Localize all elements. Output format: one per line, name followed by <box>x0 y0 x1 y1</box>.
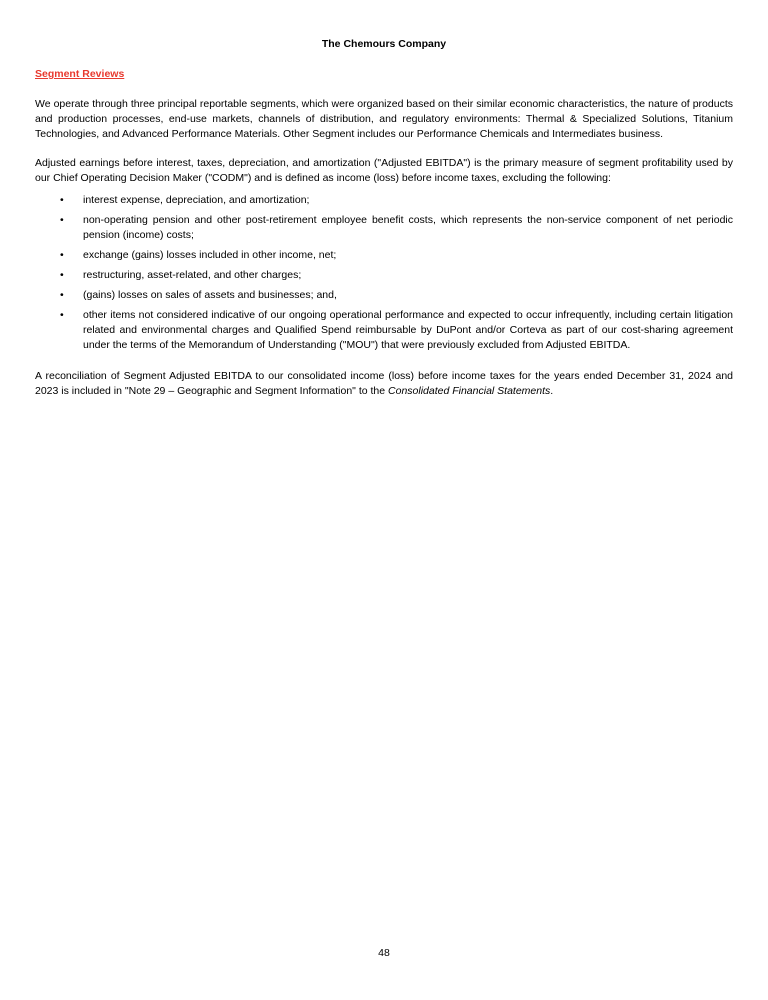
bullet-icon: • <box>60 214 64 226</box>
bullet-icon: • <box>60 194 64 206</box>
list-item-text: interest expense, depreciation, and amortization; <box>83 194 310 206</box>
ebitda-exclusions-list <box>35 193 733 353</box>
page-header-title: The Chemours Company <box>321 38 447 50</box>
list-item <box>35 193 733 208</box>
reconciliation-text-before: A reconciliation of Segment Adjusted EBITDA to our consolidated income (loss) before income taxes for the years ended December 31, 2024 and 2023 is included in "Note 29 – Geographic and Segment Information" to the <box>35 370 733 397</box>
list-item-text: exchange (gains) losses included in other income, net; <box>83 249 337 261</box>
bullet-icon: • <box>60 289 64 301</box>
paragraph-segments-overview: We operate through three principal reportable segments, which were organized based on their similar economic characteristics, the nature of products and production processes, end-use markets, channels of distribution, and regulatory environments: Thermal & Specialized Solutions, Titanium Technologies, and Advanced Performance Materials. Other Segment includes our Performance Chemicals and Intermediates business. <box>35 98 733 140</box>
paragraph-reconciliation-note <box>35 369 733 399</box>
list-item <box>35 248 733 263</box>
bullet-icon: • <box>60 269 64 281</box>
list-item-text: other items not considered indicative of our ongoing operational performance and expected to occur infrequently, including certain litigation related and environmental charges and Qualified Spend reimbursable by DuPont and/or Corteva as part of our cost-sharing agreement under the terms of the Memorandum of Understanding ("MOU") that were previously excluded from Adjusted EBITDA. <box>83 309 733 351</box>
page-number: 48 <box>378 947 390 959</box>
bullet-icon: • <box>60 309 64 321</box>
list-item <box>35 268 733 283</box>
list-item-text: (gains) losses on sales of assets and businesses; and, <box>83 289 337 301</box>
list-item <box>35 308 733 353</box>
paragraph-adjusted-ebitda-definition: Adjusted earnings before interest, taxes, depreciation, and amortization ("Adjusted EBITDA") is the primary measure of segment profitability used by our Chief Operating Decision Maker ("CODM") and is defined as income (loss) before income taxes, excluding the following: <box>35 157 733 184</box>
reconciliation-text-after: . <box>550 385 554 397</box>
list-item <box>35 213 733 243</box>
list-item <box>35 288 733 303</box>
bullet-icon: • <box>60 249 64 261</box>
list-item-text: non-operating pension and other post-retirement employee benefit costs, which represents the non-service component of net periodic pension (income) costs; <box>83 214 733 241</box>
section-heading: Segment Reviews <box>35 68 125 80</box>
list-item-text: restructuring, asset-related, and other charges; <box>83 269 302 281</box>
reconciliation-italic-reference: Consolidated Financial Statements <box>388 385 551 397</box>
